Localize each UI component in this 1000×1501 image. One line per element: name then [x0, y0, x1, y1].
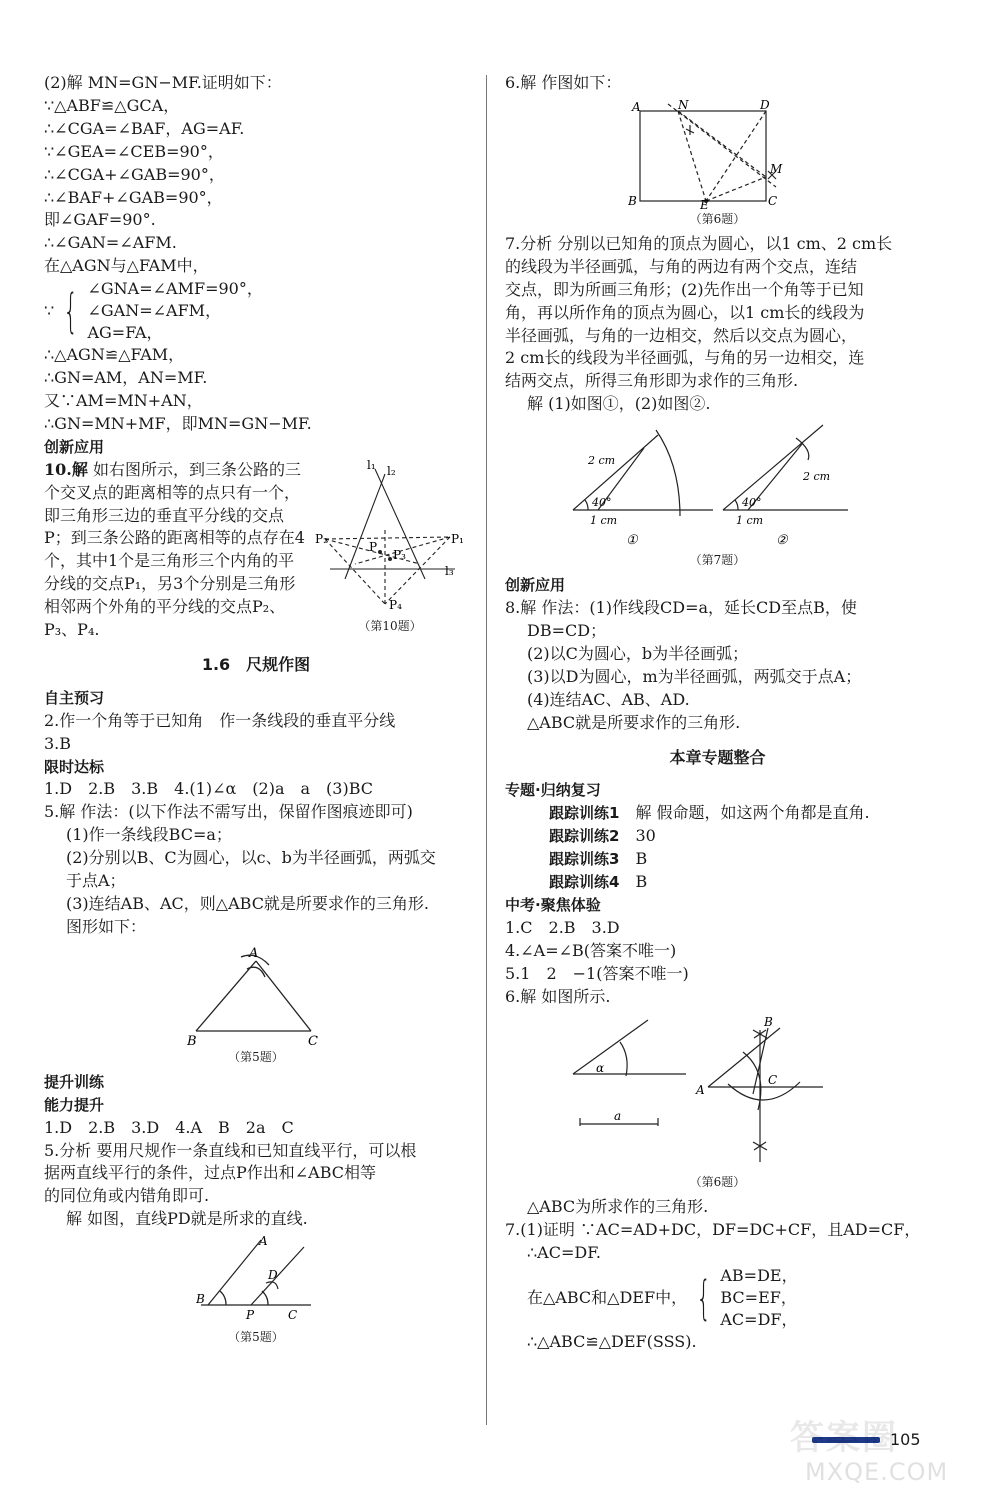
condition: ∠GNA=∠AMF=90°，	[87, 279, 263, 299]
watermark-url: MXQE.COM	[805, 1458, 949, 1486]
label-D: D	[759, 98, 770, 112]
text-line: (4)连结AC、AB、AD.	[527, 689, 690, 709]
heading-ability: 能力提升	[44, 1095, 105, 1114]
text-line: (2)解 MN=GN−MF.证明如下：	[44, 73, 282, 92]
figure-5b-parallel	[196, 1235, 316, 1327]
text-line: (3)连结AB、AC，则△ABC就是所要求作的三角形.	[66, 894, 430, 913]
label-P: P	[246, 1308, 255, 1323]
track-label: 跟踪训练2	[549, 827, 620, 846]
text-line: ∴△ABC≌△DEF(SSS).	[527, 1332, 697, 1352]
label-2cm-1: 2 cm	[587, 454, 615, 468]
heading-topic: 专题·归纳复习	[505, 781, 601, 800]
text-line: 5.分析 要用尺规作一条直线和已知直线平行，可以根	[44, 1140, 417, 1160]
label-B: B	[196, 1292, 205, 1307]
track-answer: B	[635, 849, 648, 869]
label-P: P	[369, 539, 378, 554]
text-line: 1.D 2.B 3.B 4.(1)∠α (2)a a (3)BC	[44, 779, 373, 799]
label-C: C	[767, 193, 777, 208]
label-B: B	[187, 1033, 197, 1047]
text-line: 又∵AM=MN+AN，	[44, 390, 203, 410]
text-line: 8.解 作法：(1)作线段CD=a，延长CD至点B，使	[505, 598, 857, 618]
label-A: A	[249, 945, 259, 961]
point-P1	[388, 557, 392, 561]
label-l3: l₃	[445, 563, 454, 578]
text-line: 4.∠A=∠B(答案不唯一)	[505, 940, 677, 960]
text-line: ∴GN=AM，AN=MF.	[44, 368, 208, 388]
label-alpha: α	[595, 1061, 604, 1076]
label-P4: P₄	[389, 597, 402, 609]
text-line: 据两直线平行的条件，过点P作出和∠ABC相等	[44, 1163, 377, 1183]
label-A: A	[695, 1083, 705, 1098]
label-A: A	[631, 99, 641, 114]
figure-10-caption: （第10题）	[358, 618, 422, 633]
label-C: C	[288, 1308, 298, 1323]
right-column	[505, 72, 930, 1354]
text-line: ∴GN=MN+MF，即MN=GN−MF.	[44, 413, 312, 433]
text-line: ∴∠CGA+∠GAB=90°，	[44, 164, 225, 184]
figure-10-diagram	[315, 459, 465, 609]
figure-6-rectangle	[628, 99, 808, 209]
label-1cm-2: 1 cm	[735, 514, 763, 528]
text-line: 图形如下：	[66, 916, 147, 936]
track-label: 跟踪训练1	[549, 804, 620, 823]
q10-lead: 解	[71, 459, 88, 479]
label-1cm-1: 1 cm	[589, 514, 617, 528]
text-line: (3)以D为圆心，m为半径画弧，两弧交于点A；	[527, 666, 862, 686]
label-l2: l₂	[387, 463, 396, 478]
label-A: A	[259, 1235, 268, 1249]
text-line: (2)以C为圆心，b为半径画弧；	[527, 643, 749, 663]
figure-5b-caption: （第5题）	[228, 1330, 284, 1345]
label-a: a	[613, 1109, 621, 1124]
text-line: ∴∠CGA=∠BAF，AG=AF.	[44, 118, 245, 138]
label-40deg-2: 40°	[741, 496, 761, 510]
text-line: 解 (1)如图①，(2)如图②.	[527, 394, 711, 414]
heading-limit: 限时达标	[44, 757, 105, 776]
track-item	[505, 871, 930, 894]
text-line: 6.解 作图如下：	[505, 73, 622, 92]
point-P	[378, 550, 382, 554]
brace-conditions	[87, 278, 262, 344]
label-l1: l₁	[367, 458, 376, 472]
brace-system	[44, 278, 468, 344]
text-line: ∴AC=DF.	[527, 1243, 601, 1263]
text-line: DB=CD；	[527, 620, 607, 640]
watermark-logo: 答案圈	[790, 1418, 898, 1458]
label-P1-outer: P₁	[451, 531, 464, 546]
track-item	[505, 802, 930, 825]
text-line: 2 cm长的线段为半径画弧，与角的另一边相交，连	[505, 348, 865, 368]
text-line: ∵△ABF≌△GCA，	[44, 95, 180, 115]
q10-number: 10.	[44, 459, 72, 479]
figure-6b-caption: （第6题）	[689, 1175, 746, 1190]
label-E: E	[699, 197, 709, 209]
figure-10	[315, 459, 465, 642]
section-title: 1.6 尺规作图	[201, 654, 311, 674]
left-column	[44, 72, 468, 1351]
heading-innovation: 创新应用	[44, 437, 105, 456]
label-C: C	[308, 1033, 318, 1047]
figure-5a-caption: （第5题）	[228, 1049, 284, 1064]
condition: BC=EF，	[720, 1288, 797, 1308]
column-divider	[486, 75, 487, 1425]
track-label: 跟踪训练4	[549, 873, 620, 892]
figure-6b-construction	[568, 1012, 868, 1172]
figure-7-caption: （第7题）	[689, 553, 746, 568]
track-item	[505, 825, 930, 848]
text-line: 的同位角或内错角即可.	[44, 1186, 210, 1206]
text-line: 7.分析 分别以已知角的顶点为圆心，以1 cm、2 cm长	[505, 233, 893, 253]
text-line: 7.(1)证明 ∵AC=AD+DC，DF=DC+CF，且AD=CF，	[505, 1220, 921, 1240]
text-line: ∴∠BAF+∠GAB=90°，	[44, 187, 223, 207]
label-P3: P₃	[393, 547, 406, 562]
q10-text-block	[44, 459, 309, 642]
heading-innovation: 创新应用	[505, 576, 566, 595]
text-line: (2)分别以B、C为圆心，以c、b为半径画弧，两弧交	[66, 848, 436, 868]
text-line: (1)作一条线段BC=a；	[66, 825, 232, 845]
label-B: B	[763, 1015, 773, 1030]
text-line: 于点A；	[66, 871, 126, 891]
text-line: △ABC为所求作的三角形.	[527, 1197, 709, 1217]
heading-preview: 自主预习	[44, 688, 105, 707]
label-figure-2: ②	[775, 533, 788, 549]
label-figure-1: ①	[625, 533, 638, 549]
text-line: 5.解 作法：(以下作法不需写出，保留作图痕迹即可)	[44, 802, 413, 822]
label-40deg-1: 40°	[591, 496, 611, 510]
condition: ∠GAN=∠AFM，	[87, 301, 222, 321]
figure-6-caption: （第6题）	[689, 211, 746, 226]
page-number: 105	[890, 1430, 921, 1449]
text-line: △ABC就是所要求作的三角形.	[527, 712, 741, 732]
condition: AB=DE，	[720, 1266, 798, 1286]
text-line: 即∠GAF=90°.	[44, 210, 156, 230]
text-line: ∴∠GAN=∠AFM.	[44, 233, 177, 253]
brace-conditions	[720, 1265, 797, 1331]
q10-text: 如右图所示，到三条公路的三个交叉点的距离相等的点只有一个，即三角形三边的垂直平分线的交点P；到三条公路的距离相等的点存在4个，其中1个是三角形三个内角的平分线的交点P₁，另3个分别是三角形相邻两个外角的平分线的交点P₂、P₃、P₄.	[44, 459, 305, 640]
brace-system	[505, 1265, 930, 1331]
text-line: 交点，即为所画三角形；(2)先作出一个角等于已知	[505, 279, 864, 299]
left-brace: {	[696, 1271, 712, 1326]
track-item	[505, 848, 930, 871]
label-C: C	[767, 1073, 777, 1088]
text-line: 结两交点，所得三角形即为求作的三角形.	[505, 371, 799, 391]
track-answer: B	[635, 872, 648, 892]
condition: AG=FA，	[87, 323, 163, 343]
label-D: D	[268, 1268, 278, 1283]
text-line: 2.作一个角等于已知角 作一条线段的垂直平分线	[44, 710, 396, 730]
text-line: 6.解 如图所示.	[505, 986, 611, 1006]
left-brace: {	[63, 284, 79, 339]
figure-7-angles	[568, 420, 868, 550]
text-line: 解 如图，直线PD就是所求的直线.	[66, 1209, 308, 1229]
label-B: B	[627, 193, 637, 208]
text-line: ∵∠GEA=∠CEB=90°，	[44, 141, 224, 161]
label-M: M	[769, 161, 782, 176]
text-line: 半径画弧，与角的一边相交，然后以交点为圆心，	[505, 325, 858, 345]
text-line: 5.1 2 −1(答案不唯一)	[505, 963, 689, 983]
question-10	[44, 459, 468, 642]
label-2cm-2: 2 cm	[802, 470, 830, 484]
text-line: 1.C 2.B 3.D	[505, 917, 620, 937]
label-P2: P₂	[315, 531, 328, 546]
brace-prefix: 在△ABC和△DEF中，	[527, 1287, 688, 1307]
figure-5a-triangle	[181, 943, 331, 1047]
section-title: 本章专题整合	[669, 747, 766, 767]
text-line: ∴△AGN≌△FAM，	[44, 345, 185, 365]
condition: AC=DF，	[720, 1310, 798, 1330]
text-line: 1.D 2.B 3.D 4.A B 2a C	[44, 1117, 294, 1137]
track-answer: 解 假命题，如这两个角都是直角.	[635, 803, 870, 823]
label-N: N	[677, 98, 688, 112]
heading-exam: 中考·聚焦体验	[505, 895, 601, 914]
track-answer: 30	[635, 826, 656, 846]
text-line: 在△AGN与△FAM中，	[44, 256, 209, 276]
track-label: 跟踪训练3	[549, 850, 620, 869]
text-line: 的线段为半径画弧，与角的两边有两个交点，连结	[505, 256, 858, 276]
text-line: 3.B	[44, 733, 72, 753]
because-symbol: ∵	[44, 300, 55, 320]
text-line: 角，再以所作角的顶点为圆心，以1 cm长的线段为	[505, 302, 865, 322]
heading-improve: 提升训练	[44, 1072, 105, 1091]
